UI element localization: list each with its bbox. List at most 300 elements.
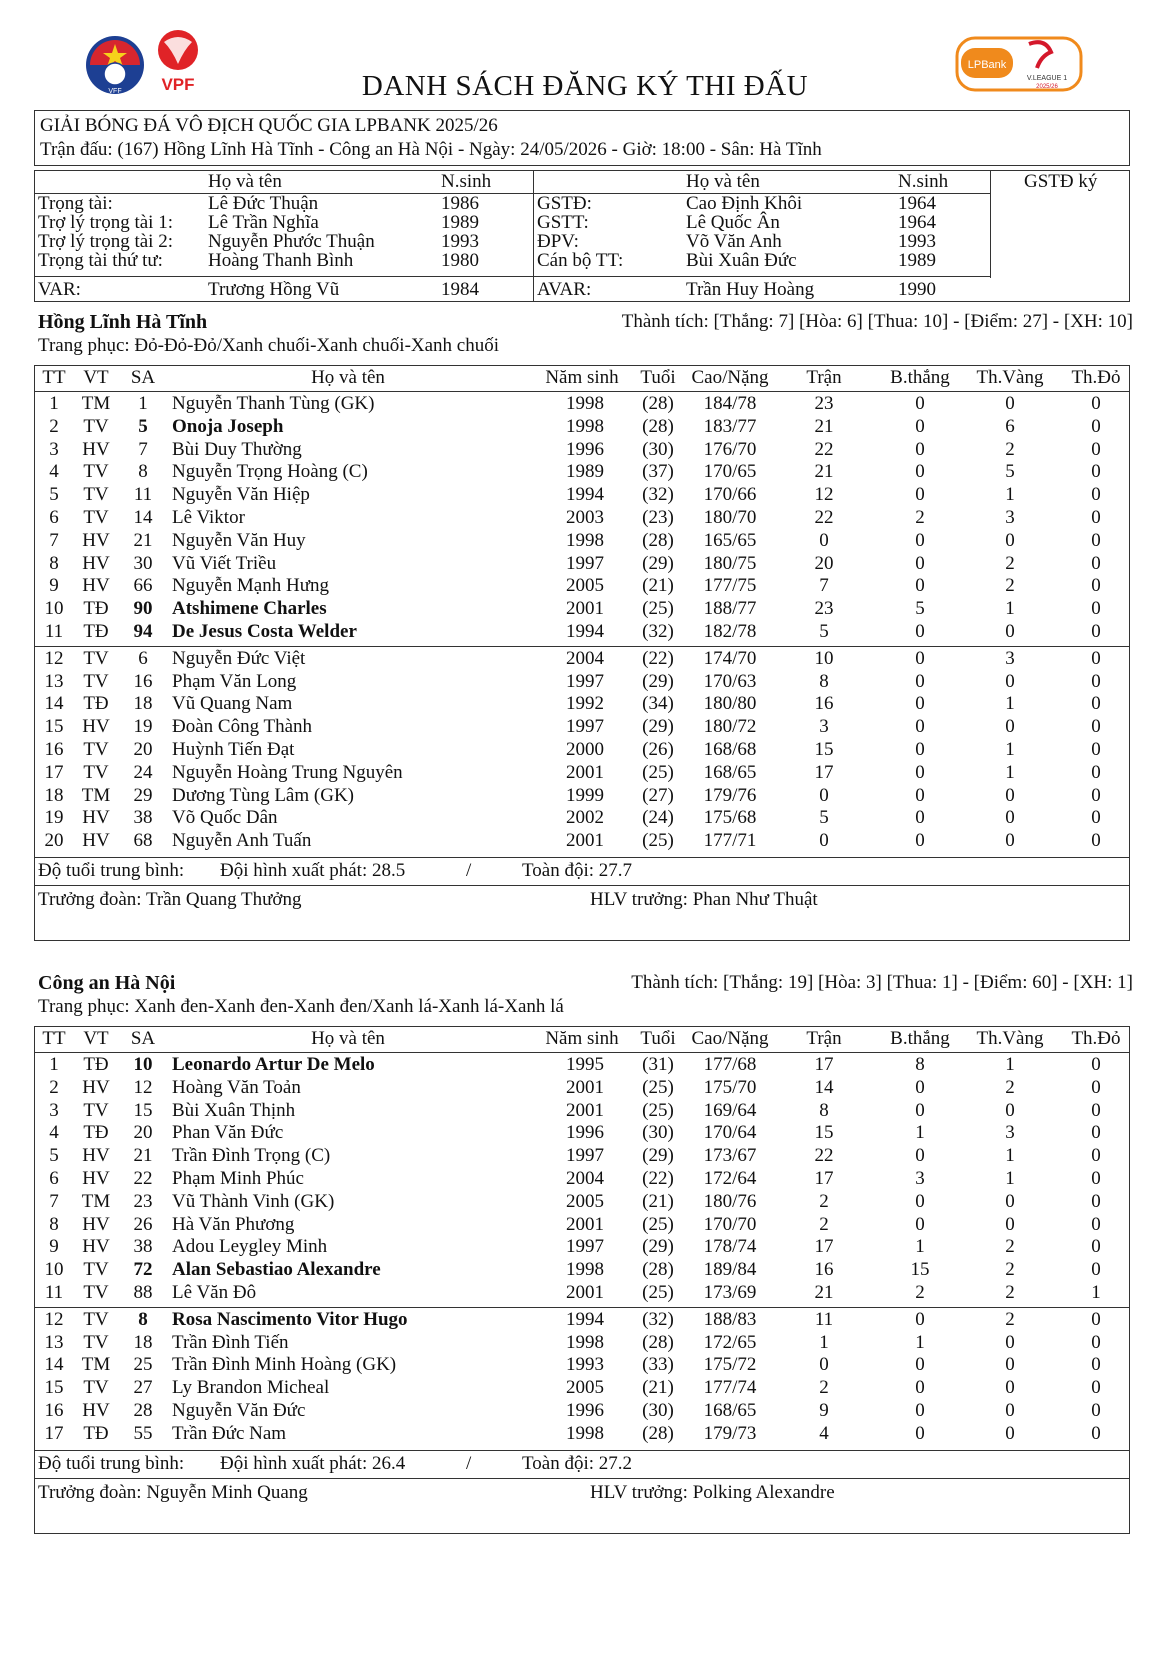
tt: 7	[49, 1190, 59, 1212]
vt: HV	[82, 1168, 110, 1189]
tt: 2	[49, 1076, 59, 1098]
sa: 23	[133, 1190, 153, 1212]
matches: 12	[814, 484, 834, 506]
sa: 10	[133, 1054, 153, 1075]
age: (25)	[642, 1282, 674, 1303]
player-name: Atshimene Charles	[172, 598, 327, 620]
column-header-birth-year: Năm sinh	[545, 367, 619, 388]
vt: TM	[81, 393, 111, 414]
matches: 14	[814, 1076, 834, 1098]
birth-year: 2001	[566, 830, 604, 852]
header-divider	[34, 1052, 1130, 1053]
yellow-cards: 2	[1005, 1259, 1015, 1281]
sa: 1	[138, 393, 148, 414]
red-cards: 0	[1091, 830, 1101, 852]
tt: 8	[49, 1213, 59, 1235]
red-cards: 0	[1091, 761, 1101, 783]
matches: 0	[819, 784, 829, 806]
tt: 11	[44, 621, 64, 642]
birth-year: 2001	[566, 1282, 604, 1303]
age: (25)	[642, 1099, 674, 1121]
vt: TĐ	[83, 621, 109, 642]
height-weight: 173/69	[703, 1282, 757, 1303]
birth-year: 1998	[566, 1331, 604, 1353]
tt: 10	[44, 598, 64, 620]
matches: 21	[814, 415, 834, 437]
goals: 0	[915, 575, 925, 597]
red-cards: 0	[1091, 1213, 1101, 1235]
goals: 8	[915, 1054, 925, 1075]
height-weight: 180/72	[703, 716, 757, 738]
tt: 6	[49, 1168, 59, 1189]
matches: 2	[819, 1190, 829, 1212]
team-kit: Trang phục: Đỏ-Đỏ-Đỏ/Xanh chuối-Xanh chuối-Xanh chuối	[38, 335, 500, 356]
height-weight: 177/74	[703, 1377, 757, 1399]
official-name: Võ Văn Anh	[686, 231, 782, 252]
official-year: 1986	[441, 193, 479, 214]
goals: 0	[915, 415, 925, 437]
goals: 0	[915, 1354, 925, 1376]
yellow-cards: 0	[1005, 1400, 1015, 1421]
vt: TĐ	[83, 1122, 109, 1144]
tt: 13	[44, 1331, 64, 1353]
var-role: VAR:	[38, 279, 81, 300]
age: (30)	[642, 1400, 674, 1421]
yellow-cards: 1	[1005, 598, 1015, 620]
goals: 0	[915, 1422, 925, 1444]
height-weight: 175/70	[703, 1076, 757, 1098]
age: (31)	[642, 1054, 674, 1075]
table-row	[0, 1282, 1130, 1305]
yellow-cards: 2	[1005, 552, 1015, 574]
tt: 12	[44, 1308, 64, 1330]
height-weight: 168/65	[703, 761, 757, 783]
yellow-cards: 1	[1005, 739, 1015, 760]
avg-age-label: Độ tuổi trung bình:	[38, 1452, 185, 1474]
yellow-cards: 6	[1005, 415, 1015, 437]
footer-divider-2	[34, 1478, 1130, 1479]
tt: 6	[49, 507, 59, 528]
player-name: Phạm Văn Long	[172, 670, 297, 692]
age: (25)	[642, 830, 674, 852]
footer-divider-2	[34, 885, 1130, 886]
league-name: GIẢI BÓNG ĐÁ VÔ ĐỊCH QUỐC GIA LPBANK 2025/26	[40, 115, 498, 136]
column-header-height-weight: Cao/Nặng	[691, 1028, 769, 1049]
height-weight: 180/80	[703, 693, 757, 715]
goals: 0	[915, 621, 925, 642]
column-header-age: Tuổi	[640, 1028, 676, 1049]
goals: 0	[915, 1400, 925, 1421]
birth-year: 1998	[566, 1422, 604, 1444]
yellow-cards: 2	[1005, 1076, 1015, 1098]
tt: 1	[49, 1054, 59, 1075]
goals: 2	[915, 507, 925, 528]
player-name: Vũ Thành Vinh (GK)	[172, 1190, 335, 1212]
red-cards: 0	[1091, 1400, 1101, 1421]
birth-year: 1996	[566, 438, 604, 460]
column-header-age: Tuổi	[640, 367, 676, 388]
goals: 3	[915, 1168, 925, 1189]
red-cards: 0	[1091, 438, 1101, 460]
vt: HV	[82, 1400, 110, 1421]
subs-divider	[34, 1307, 1130, 1308]
birth-year: 2004	[566, 647, 604, 669]
age: (33)	[642, 1354, 674, 1376]
goals: 0	[915, 693, 925, 715]
player-name: Nguyễn Đức Việt	[172, 647, 306, 669]
yellow-cards: 0	[1005, 1354, 1015, 1376]
matches: 8	[819, 1099, 829, 1121]
matches: 21	[814, 1282, 834, 1303]
tt: 16	[44, 739, 64, 760]
yellow-cards: 0	[1005, 529, 1015, 551]
sa: 14	[133, 507, 153, 528]
officials-header-year: N.sinh	[441, 171, 492, 192]
birth-year: 2001	[566, 1213, 604, 1235]
sa: 7	[138, 438, 148, 460]
goals: 0	[915, 761, 925, 783]
officials-header-sign: GSTĐ ký	[1024, 171, 1098, 192]
birth-year: 1992	[566, 693, 604, 715]
season-text: 2025/26	[1036, 84, 1058, 90]
age: (22)	[642, 647, 674, 669]
height-weight: 184/78	[703, 393, 757, 414]
yellow-cards: 0	[1005, 670, 1015, 692]
tt: 3	[49, 1099, 59, 1121]
goals: 0	[915, 1213, 925, 1235]
vt: TV	[83, 1099, 109, 1121]
player-name: Alan Sebastiao Alexandre	[172, 1259, 381, 1281]
birth-year: 1998	[566, 529, 604, 551]
age: (28)	[642, 529, 674, 551]
red-cards: 0	[1091, 739, 1101, 760]
yellow-cards: 0	[1005, 393, 1015, 414]
vt: TV	[83, 1259, 109, 1281]
red-cards: 0	[1091, 1099, 1101, 1121]
yellow-cards: 1	[1005, 1054, 1015, 1075]
height-weight: 179/76	[703, 784, 757, 806]
vpf-logo-text: VPF	[161, 75, 195, 94]
sa: 25	[133, 1354, 153, 1376]
red-cards: 0	[1091, 1377, 1101, 1399]
vt: TM	[81, 1354, 111, 1376]
official-name: Cao Định Khôi	[686, 193, 803, 214]
officials-header-year2: N.sinh	[898, 171, 949, 192]
tt: 11	[44, 1282, 64, 1303]
tt: 17	[44, 761, 64, 783]
birth-year: 1989	[566, 461, 604, 483]
red-cards: 1	[1091, 1282, 1101, 1303]
matches: 5	[819, 621, 829, 642]
age: (28)	[642, 393, 674, 414]
sa: 27	[133, 1377, 153, 1399]
table-row	[0, 575, 1130, 598]
birth-year: 1997	[566, 716, 604, 738]
age: (25)	[642, 598, 674, 620]
birth-year: 1996	[566, 1400, 604, 1421]
sa: 19	[133, 716, 153, 738]
sa: 8	[138, 461, 148, 483]
height-weight: 182/78	[703, 621, 757, 642]
avg-age-label: Độ tuổi trung bình:	[38, 860, 185, 881]
sa: 38	[133, 1236, 153, 1258]
column-header-player-name: Họ và tên	[311, 1028, 385, 1049]
birth-year: 1995	[566, 1054, 604, 1075]
height-weight: 179/73	[703, 1422, 757, 1444]
vt: TV	[83, 415, 109, 437]
matches: 0	[819, 1354, 829, 1376]
matches: 15	[814, 1122, 834, 1144]
matches: 16	[814, 1259, 834, 1281]
yellow-cards: 0	[1005, 1331, 1015, 1353]
vt: HV	[82, 575, 110, 597]
matches: 16	[814, 693, 834, 715]
height-weight: 180/70	[703, 507, 757, 528]
tt: 14	[44, 693, 64, 715]
sa: 88	[133, 1282, 153, 1303]
player-name: Trần Đình Tiến	[172, 1331, 289, 1353]
player-name: Lê Viktor	[172, 507, 245, 528]
sa: 24	[133, 761, 153, 783]
yellow-cards: 3	[1005, 647, 1015, 669]
age: (29)	[642, 716, 674, 738]
goals: 0	[915, 716, 925, 738]
header-divider	[34, 391, 1130, 392]
birth-year: 1994	[566, 484, 604, 506]
official-year: 1989	[898, 250, 936, 271]
vt: HV	[82, 830, 110, 852]
matches: 5	[819, 807, 829, 829]
player-name: Onoja Joseph	[172, 415, 284, 437]
player-name: Hà Văn Phương	[172, 1213, 295, 1235]
official-year: 1964	[898, 212, 936, 233]
vt: HV	[82, 1236, 110, 1258]
yellow-cards: 0	[1005, 1190, 1015, 1212]
tt: 13	[44, 670, 64, 692]
official-role: Trọng tài:	[38, 193, 113, 214]
matches: 17	[814, 1236, 834, 1258]
birth-year: 2001	[566, 1099, 604, 1121]
player-name: Bùi Xuân Thịnh	[172, 1099, 296, 1121]
red-cards: 0	[1091, 1422, 1101, 1444]
tt: 17	[44, 1422, 64, 1444]
table-row	[0, 393, 1130, 416]
sa: 21	[133, 1145, 153, 1167]
column-header-player-name: Họ và tên	[311, 367, 385, 388]
red-cards: 0	[1091, 1054, 1101, 1075]
player-name: Leonardo Artur De Melo	[172, 1054, 375, 1075]
tt: 18	[44, 784, 64, 806]
birth-year: 1998	[566, 1259, 604, 1281]
match-info: Trận đấu: (167) Hồng Lĩnh Hà Tĩnh - Công an Hà Nội - Ngày: 24/05/2026 - Giờ: 18:00 - Sân: Hà Tĩnh	[40, 139, 822, 160]
goals: 0	[915, 670, 925, 692]
goals: 0	[915, 647, 925, 669]
sa: 5	[138, 415, 148, 437]
goals: 0	[915, 1076, 925, 1098]
vt: HV	[82, 807, 110, 829]
red-cards: 0	[1091, 647, 1101, 669]
table-row	[0, 648, 1130, 671]
sa: 30	[133, 552, 153, 574]
official-year: 1964	[898, 193, 936, 214]
red-cards: 0	[1091, 415, 1101, 437]
tt: 14	[44, 1354, 64, 1376]
height-weight: 170/63	[703, 670, 757, 692]
goals: 0	[915, 461, 925, 483]
player-name: Adou Leygley Minh	[172, 1236, 328, 1258]
birth-year: 2001	[566, 1076, 604, 1098]
height-weight: 175/72	[703, 1354, 757, 1376]
yellow-cards: 2	[1005, 1236, 1015, 1258]
sa: 18	[133, 1331, 153, 1353]
age: (29)	[642, 1236, 674, 1258]
vt: TV	[83, 1308, 109, 1330]
column-header-red-cards: Th.Đỏ	[1071, 1028, 1121, 1049]
red-cards: 0	[1091, 784, 1101, 806]
birth-year: 1997	[566, 1236, 604, 1258]
vt: TV	[83, 739, 109, 760]
vt: HV	[82, 1145, 110, 1167]
page-title: DANH SÁCH ĐĂNG KÝ THI ĐẤU	[361, 70, 809, 102]
player-name: Bùi Duy Thường	[172, 438, 302, 460]
sa: 8	[138, 1308, 148, 1330]
age: (30)	[642, 1122, 674, 1144]
yellow-cards: 1	[1005, 1168, 1015, 1189]
official-year: 1993	[898, 231, 936, 252]
birth-year: 1998	[566, 415, 604, 437]
table-row	[0, 1236, 1130, 1259]
age: (29)	[642, 552, 674, 574]
player-name: Nguyễn Văn Hiệp	[172, 484, 310, 506]
tt: 5	[49, 484, 59, 506]
age: (25)	[642, 761, 674, 783]
age: (25)	[642, 1213, 674, 1235]
matches: 21	[814, 461, 834, 483]
vt: TV	[83, 647, 109, 669]
vt: TĐ	[83, 598, 109, 620]
matches: 22	[814, 507, 834, 528]
vt: HV	[82, 1213, 110, 1235]
height-weight: 172/65	[703, 1331, 757, 1353]
age: (28)	[642, 1259, 674, 1281]
player-name: Dương Tùng Lâm (GK)	[172, 784, 354, 806]
birth-year: 2004	[566, 1168, 604, 1189]
table-row	[0, 1191, 1130, 1214]
vt: HV	[82, 552, 110, 574]
yellow-cards: 0	[1005, 830, 1015, 852]
height-weight: 177/68	[703, 1054, 757, 1075]
column-header-goals: B.thắng	[890, 1028, 950, 1049]
officials-header-name2: Họ và tên	[686, 171, 760, 192]
matches: 17	[814, 1168, 834, 1189]
column-header-birth-year: Năm sinh	[545, 1028, 619, 1049]
tt: 8	[49, 552, 59, 574]
table-row	[0, 461, 1130, 484]
red-cards: 0	[1091, 529, 1101, 551]
birth-year: 1997	[566, 1145, 604, 1167]
red-cards: 0	[1091, 461, 1101, 483]
yellow-cards: 0	[1005, 1099, 1015, 1121]
officials-header-name: Họ và tên	[208, 171, 282, 192]
footer-divider	[34, 857, 1130, 858]
column-header-sa: SA	[130, 367, 156, 388]
sa: 90	[133, 598, 153, 620]
matches: 7	[819, 575, 829, 597]
age: (32)	[642, 484, 674, 506]
age: (26)	[642, 739, 674, 760]
tt: 10	[44, 1259, 64, 1281]
birth-year: 1999	[566, 784, 604, 806]
sa: 12	[133, 1076, 153, 1098]
height-weight: 165/65	[703, 529, 757, 551]
table-row	[0, 1354, 1130, 1377]
sa: 22	[133, 1168, 153, 1189]
height-weight: 176/70	[703, 438, 757, 460]
red-cards: 0	[1091, 693, 1101, 715]
player-name: Phạm Minh Phúc	[172, 1168, 304, 1189]
height-weight: 175/68	[703, 807, 757, 829]
table-row	[0, 1122, 1130, 1145]
team-name: Hồng Lĩnh Hà Tĩnh	[38, 311, 208, 333]
goals: 5	[915, 598, 925, 620]
column-header-height-weight: Cao/Nặng	[691, 367, 769, 388]
yellow-cards: 5	[1005, 461, 1015, 483]
yellow-cards: 0	[1005, 716, 1015, 738]
age: (21)	[642, 1377, 674, 1399]
table-row	[0, 530, 1130, 553]
vt: TĐ	[83, 693, 109, 715]
sa: 29	[133, 784, 153, 806]
sa: 38	[133, 807, 153, 829]
official-role: Trợ lý trọng tài 1:	[38, 212, 173, 233]
official-role: GSTT:	[537, 212, 589, 233]
vt: HV	[82, 438, 110, 460]
official-year: 1993	[441, 231, 479, 252]
table-row	[0, 507, 1130, 530]
sa: 55	[133, 1422, 153, 1444]
table-row	[0, 553, 1130, 576]
height-weight: 173/67	[703, 1145, 757, 1167]
official-name: Hoàng Thanh Bình	[208, 250, 354, 271]
official-role: GSTĐ:	[537, 193, 592, 214]
matches: 11	[814, 1308, 834, 1330]
tt: 7	[49, 529, 59, 551]
height-weight: 169/64	[703, 1099, 757, 1121]
height-weight: 180/75	[703, 552, 757, 574]
goals: 0	[915, 552, 925, 574]
vt: HV	[82, 529, 110, 551]
avg-age-starting: Đội hình xuất phát: 28.5	[220, 860, 406, 881]
tt: 20	[44, 830, 64, 852]
goals: 15	[910, 1259, 930, 1281]
goals: 0	[915, 807, 925, 829]
goals: 0	[915, 438, 925, 460]
sa: 72	[133, 1259, 153, 1281]
yellow-cards: 0	[1005, 807, 1015, 829]
head-coach: HLV trưởng: Phan Như Thuật	[590, 889, 818, 910]
red-cards: 0	[1091, 1190, 1101, 1212]
yellow-cards: 2	[1005, 438, 1015, 460]
red-cards: 0	[1091, 1259, 1101, 1281]
age: (28)	[642, 1331, 674, 1353]
sa: 18	[133, 693, 153, 715]
tt: 4	[49, 1122, 59, 1144]
column-header-sa: SA	[130, 1028, 156, 1049]
official-role: ĐPV:	[537, 231, 579, 252]
table-row	[0, 1309, 1130, 1332]
birth-year: 1996	[566, 1122, 604, 1144]
goals: 0	[915, 484, 925, 506]
